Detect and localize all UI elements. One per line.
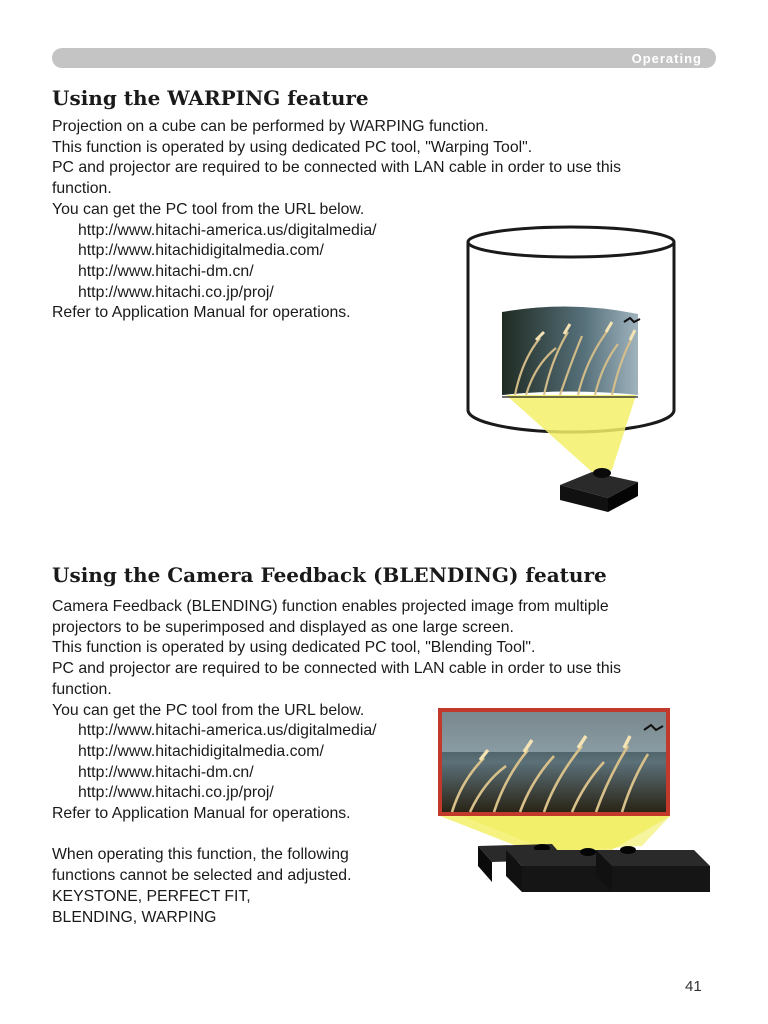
warping-cylinder-illustration	[460, 220, 680, 520]
blending-text-line: PC and projector are required to be connected with LAN cable in order to use this	[52, 660, 622, 678]
warping-text-line: This function is operated by using dedicated PC tool, "Warping Tool".	[52, 138, 533, 156]
blending-heading: Using the Camera Feedback (BLENDING) feature	[52, 563, 607, 587]
section-header-bar	[52, 48, 716, 68]
warping-url-link[interactable]: http://www.hitachi.co.jp/proj/	[78, 283, 274, 301]
warping-text-line: Projection on a cube can be performed by WARPING function.	[52, 118, 489, 135]
warped-image	[502, 306, 640, 395]
section-label: Operating	[631, 51, 702, 66]
warping-url-link[interactable]: http://www.hitachi-dm.cn/	[78, 262, 254, 280]
blending-url-link[interactable]: http://www.hitachi-america.us/digitalmedia/	[78, 722, 377, 740]
blending-url-link[interactable]: http://www.hitachidigitalmedia.com/	[78, 742, 324, 760]
blending-url-link[interactable]: http://www.hitachi.co.jp/proj/	[78, 784, 274, 802]
projector-icon	[596, 846, 710, 892]
blending-text-line: function.	[52, 680, 112, 698]
blending-text-line: You can get the PC tool from the URL below.	[52, 701, 365, 719]
blended-screen	[438, 708, 670, 816]
blending-text-line: Camera Feedback (BLENDING) function enables projected image from multiple	[52, 598, 609, 615]
blending-illustration	[432, 700, 722, 900]
projector-icon	[560, 468, 638, 512]
warping-text-line: You can get the PC tool from the URL below.	[52, 200, 365, 218]
projection-beams	[440, 816, 670, 852]
warping-refer-text: Refer to Application Manual for operations.	[52, 304, 351, 322]
blending-url-link[interactable]: http://www.hitachi-dm.cn/	[78, 763, 254, 781]
projection-beam	[506, 395, 636, 472]
warping-text-line: function.	[52, 180, 112, 198]
blending-refer-text: Refer to Application Manual for operations.	[52, 805, 351, 823]
blending-note-line: BLENDING, WARPING	[52, 908, 217, 926]
warping-text-line: PC and projector are required to be connected with LAN cable in order to use this	[52, 159, 622, 177]
warping-heading: Using the WARPING feature	[52, 86, 369, 110]
blending-text-line: This function is operated by using dedicated PC tool, "Blending Tool".	[52, 639, 536, 657]
blending-note-line: KEYSTONE, PERFECT FIT,	[52, 887, 251, 905]
warping-url-link[interactable]: http://www.hitachi-america.us/digitalmedia/	[78, 221, 377, 239]
blending-note-line: functions cannot be selected and adjusted.	[52, 867, 352, 885]
page-number: 41	[685, 978, 702, 995]
warping-url-link[interactable]: http://www.hitachidigitalmedia.com/	[78, 242, 324, 260]
blending-note-line: When operating this function, the following	[52, 846, 349, 864]
blending-text-line: projectors to be superimposed and displayed as one large screen.	[52, 618, 514, 636]
